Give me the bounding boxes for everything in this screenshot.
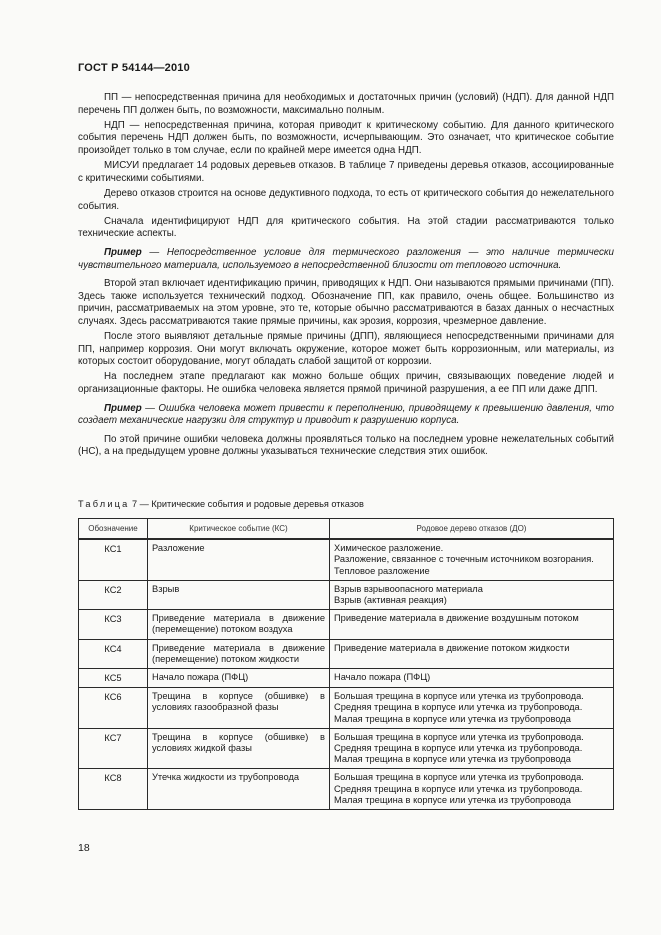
event-code-cell: КС2 (79, 580, 148, 609)
fault-tree-line: Приведение материала в движение воздушным потоком (334, 613, 579, 624)
critical-events-table (78, 518, 614, 810)
critical-event-cell: Утечка жидкости из трубопровода (148, 769, 330, 810)
table-caption-text: 7 — Критические события и родовые деревья отказов (132, 499, 364, 509)
paragraph: ПП — непосредственная причина для необходимых и достаточных причин (условий) (НДП). Для данной НДП перечень ПП должен быть, по возможности, максимально полным. (78, 92, 614, 116)
event-code-cell: КС8 (79, 769, 148, 810)
event-code-cell: КС4 (79, 639, 148, 668)
fault-tree-cell (330, 580, 614, 609)
fault-tree-cell (330, 639, 614, 668)
table-row (79, 539, 614, 580)
table-row (79, 728, 614, 769)
table-header-row (79, 519, 614, 540)
table-row (79, 688, 614, 729)
critical-event-cell: Начало пожара (ПФЦ) (148, 669, 330, 688)
paragraph: МИСУИ предлагает 14 родовых деревьев отказов. В таблице 7 приведены деревья отказов, ассоциированные с критическими событиями. (78, 160, 614, 184)
example-text: — Ошибка человека может привести к переполнению, приводящему к превышению давления, что создает механические нагрузки для структур и приводит к разрушению корпуса. (78, 402, 614, 427)
fault-tree-line: Взрыв взрывоопасного материала (334, 583, 483, 594)
fault-tree-line: Приведение материала в движение потоком жидкости (334, 642, 570, 653)
paragraph: Сначала идентифицируют НДП для критического события. На этой стадии рассматриваются только технические аспекты. (78, 215, 614, 240)
fault-tree-line: Тепловое разложение (334, 565, 430, 576)
table-caption (78, 499, 364, 509)
event-code-cell: КС3 (79, 610, 148, 639)
column-header: Обозначение (79, 519, 148, 540)
event-code-cell: КС6 (79, 688, 148, 729)
table-caption-word: Таблица (78, 499, 130, 509)
critical-event-cell: Разложение (148, 539, 330, 580)
example-label: Пример (104, 246, 142, 258)
example-note (78, 247, 614, 272)
example-label: Пример (104, 402, 142, 414)
fault-tree-line: Начало пожара (ПФЦ) (334, 672, 431, 683)
table-row (79, 639, 614, 668)
fault-tree-line: Средняя трещина в корпусе или утечка из трубопровода. (334, 702, 583, 713)
fault-tree-line: Разложение, связанное с точечным источником возгорания. (334, 554, 594, 565)
critical-event-cell: Трещина в корпусе (обшивке) в условиях жидкой фазы (148, 728, 330, 769)
fault-tree-line: Малая трещина в корпусе или утечка из трубопровода (334, 713, 571, 724)
paragraph: Дерево отказов строится на основе дедуктивного подхода, то есть от критического события до нежелательного события. (78, 187, 614, 212)
fault-tree-line: Малая трещина в корпусе или утечка из трубопровода (334, 754, 571, 765)
column-header: Родовое дерево отказов (ДО) (330, 519, 614, 540)
critical-event-cell: Трещина в корпусе (обшивке) в условиях газообразной фазы (148, 688, 330, 729)
table-row (79, 610, 614, 639)
document-header: ГОСТ Р 54144—2010 (78, 62, 190, 74)
event-code-cell: КС5 (79, 669, 148, 688)
paragraph: НДП — непосредственная причина, которая приводит к критическому событию. Для данного критического события перечень НДП должен быть, по возможности, исчерпывающим. Это означает, что критическое событие произойдет только в том случае, если по крайней мере имеется одна НДП. (78, 119, 614, 156)
table-row (79, 669, 614, 688)
fault-tree-cell (330, 669, 614, 688)
critical-event-cell: Взрыв (148, 580, 330, 609)
fault-tree-cell (330, 688, 614, 729)
table-row (79, 769, 614, 810)
paragraph: На последнем этапе предлагают как можно больше общих причин, связывающих поведение людей и организационные факторы. Не ошибка человека является прямой причиной разрушения, а ее ПП или даже ДПП. (78, 371, 614, 396)
fault-tree-cell (330, 728, 614, 769)
fault-tree-cell (330, 610, 614, 639)
fault-tree-line: Средняя трещина в корпусе или утечка из трубопровода. (334, 783, 583, 794)
body-text (78, 92, 614, 462)
example-text: — Непосредственное условие для термического разложения — это наличие термически чувствительного материала, используемого в непосредственной близости от теплового источника. (78, 246, 614, 271)
paragraph: Второй этап включает идентификацию причин, приводящих к НДП. Они называются прямыми причинами (ПП). Здесь также используется технический подход. Обозначение ПП, как правило, очень общее. Большинство из причин, рассматриваемых на этом уровне, это те, которые обычно рассматриваются в базах данных о несчастных случаях. Здесь рассматриваются такие прямые причины, как эрозия, коррозия, чрезмерное давление. (78, 278, 614, 327)
fault-tree-line: Взрыв (активная реакция) (334, 595, 447, 606)
fault-tree-line: Средняя трещина в корпусе или утечка из трубопровода. (334, 743, 583, 754)
critical-event-cell: Приведение материала в движение (перемещение) потоком жидкости (148, 639, 330, 668)
column-header: Критическое событие (КС) (148, 519, 330, 540)
fault-tree-cell (330, 769, 614, 810)
fault-tree-cell (330, 539, 614, 580)
event-code-cell: КС7 (79, 728, 148, 769)
paragraph: По этой причине ошибки человека должны проявляться только на последнем уровне нежелательных событий (НС), а на предыдущем уровне должны указываться технические следствия этих ошибок. (78, 433, 614, 458)
event-code-cell: КС1 (79, 539, 148, 580)
paragraph: После этого выявляют детальные прямые причины (ДПП), являющиеся непосредственными причинами для ПП, например коррозия. Они могут включать окружение, которое может быть коррозионным, или материалы, из которых состоит оборудование, могут обладать слабой защитой от коррозии. (78, 331, 614, 368)
fault-tree-line: Большая трещина в корпусе или утечка из трубопровода. (334, 691, 584, 702)
fault-tree-line: Химическое разложение. (334, 543, 444, 554)
page-number: 18 (78, 842, 90, 854)
table-body (79, 539, 614, 809)
critical-event-cell: Приведение материала в движение (перемещение) потоком воздуха (148, 610, 330, 639)
fault-tree-line: Малая трещина в корпусе или утечка из трубопровода (334, 794, 571, 805)
example-note (78, 403, 614, 428)
fault-tree-line: Большая трещина в корпусе или утечка из трубопровода. (334, 772, 584, 783)
table-row (79, 580, 614, 609)
fault-tree-line: Большая трещина в корпусе или утечка из трубопровода. (334, 731, 584, 742)
